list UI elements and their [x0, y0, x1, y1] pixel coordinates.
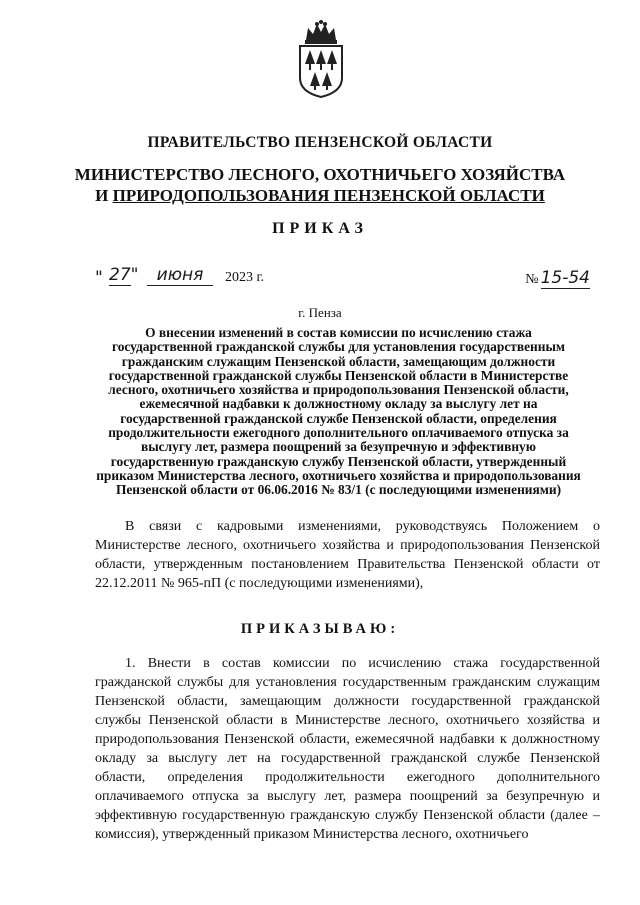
government-name: ПРАВИТЕЛЬСТВО ПЕНЗЕНСКОЙ ОБЛАСТИ [147, 134, 493, 151]
document-type: ПРИКАЗ [272, 220, 368, 237]
ministry-line2-underlined: ПРИРОДОПОЛЬЗОВАНИЯ ПЕНЗЕНСКОЙ ОБЛАСТИ [112, 186, 545, 205]
coat-of-arms-icon [296, 20, 346, 98]
date-open-quote: " [95, 268, 103, 288]
date-day: 27" [109, 265, 139, 285]
date-month: июня [147, 265, 213, 286]
order-number [525, 268, 590, 289]
date-year: 2023 г. [225, 270, 265, 285]
ministry-name [60, 164, 580, 206]
order-word: ПРИКАЗЫВАЮ: [240, 621, 400, 637]
date-number-line [95, 265, 590, 294]
ministry-name-line1: МИНИСТЕРСТВО ЛЕСНОГО, ОХОТНИЧЬЕГО ХОЗЯЙСТВА [74, 165, 566, 184]
number-value: 15-54 [540, 268, 590, 288]
ministry-line2-prefix: И [95, 186, 113, 205]
preamble-paragraph: В связи с кадровыми изменениями, руководствуясь Положением о Министерстве лесного, охотничьего хозяйства и природопользования Пензенской области, утвержденным постановлением Правительства Пензенской области от 22.12.2011 № 965-пП (с последующими изменениями), [95, 519, 600, 591]
item-1-paragraph: 1. Внести в состав комиссии по исчислению стажа государственной гражданской службы для установления государственным гражданским служащим Пензенской области, замещающим должности государственной гражданской службы Пензенской области в Министерстве лесного, охотничьего хозяйства и природопользования Пензенской области, ежемесячной надбавки к должностному окладу за выслугу лет на государственной гражданской службе Пензенской области, определения продолжительности ежегодного дополнительного оплачиваемого отпуска за выслугу лет, размера поощрений за безупречную и эффективную государственную гражданскую службу Пензенской области (далее – комиссия), утвержденный приказом Министерства лесного, охотничьего [95, 656, 600, 842]
number-sign: № [525, 272, 539, 287]
order-title: О внесении изменений в состав комиссии по исчислению стажа государственной гражданской службы для установления государственным гражданским служащим Пензенской области, замещающим должности государственной гражданской службы Пензенской области в Министерстве лесного, охотничьего хозяйства и природопользования Пензенской области, ежемесячной надбавки к должностному окладу за выслугу лет на государственной гражданской службе Пензенской области, определения продолжительности ежегодного дополнительного оплачиваемого отпуска за выслугу лет, размера поощрений за безупречную и эффективную государственную гражданскую службу Пензенской области, утвержденный приказом Министерства лесного, охотничьего хозяйства и природопользования Пензенской области от 06.06.2016 № 83/1 (с последующими изменениями) [96, 325, 581, 498]
city: г. Пенза [298, 305, 342, 320]
ministry-name-line2 [60, 185, 580, 206]
